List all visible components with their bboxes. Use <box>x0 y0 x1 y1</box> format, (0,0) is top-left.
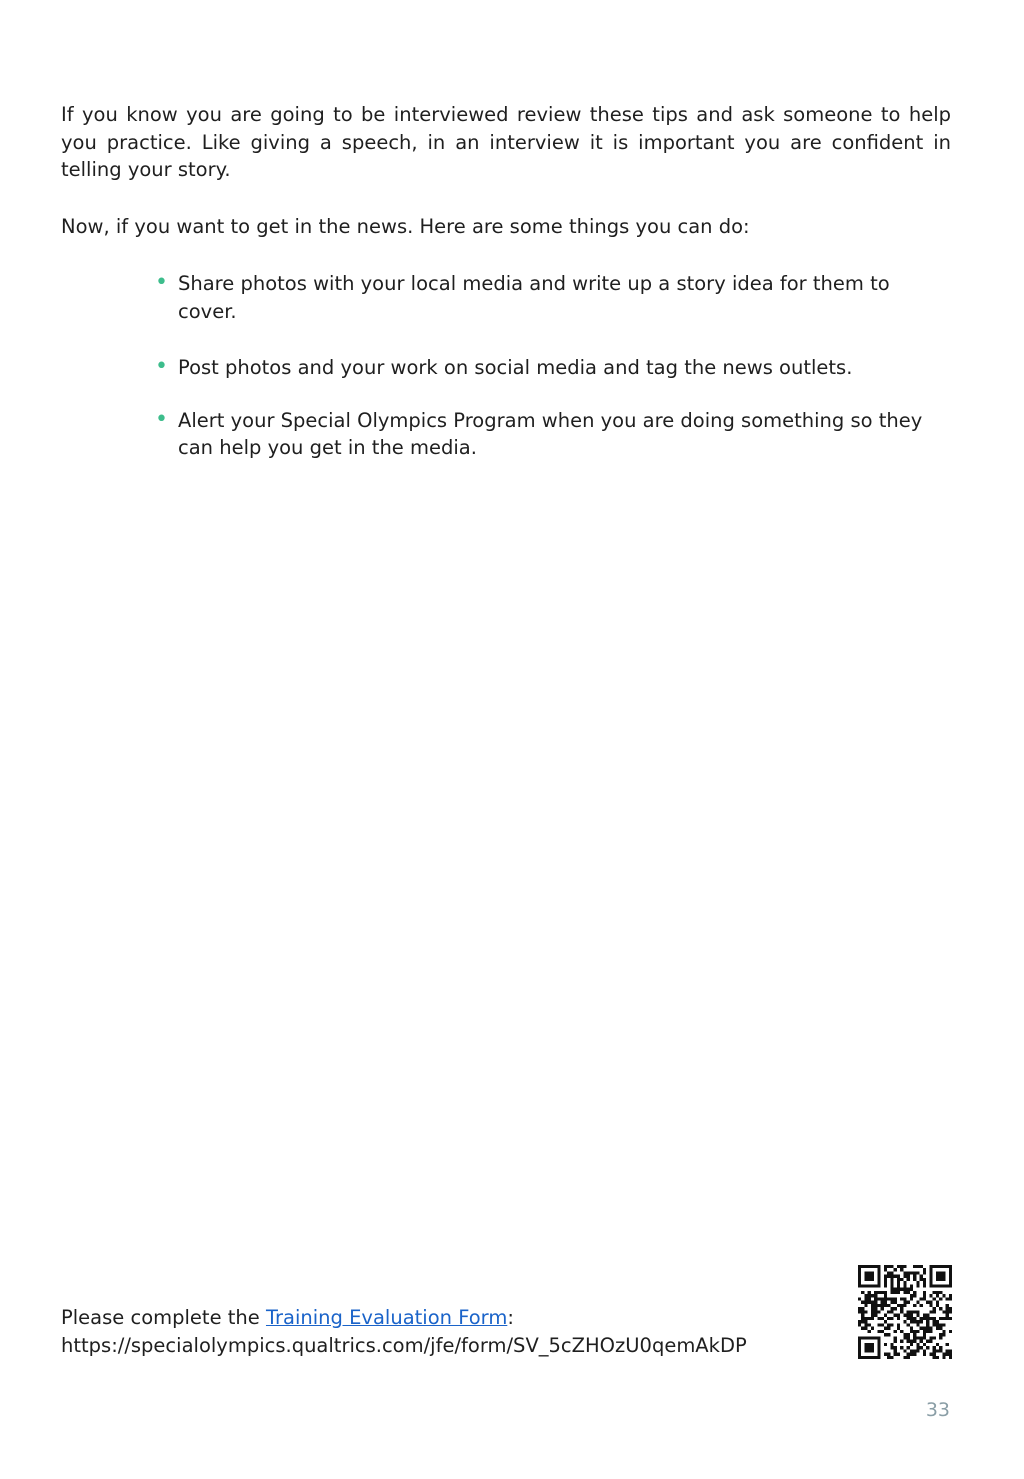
evaluation-form-footer <box>61 1304 841 1360</box>
page-number: 33 <box>925 1399 950 1421</box>
evaluation-prompt: Please complete the <box>61 1306 266 1329</box>
evaluation-url[interactable]: https://specialolympics.qualtrics.com/jfe/form/SV_5cZHOzU0qemAkDP <box>61 1334 747 1357</box>
bullet-icon: • <box>155 270 168 295</box>
bullet-icon: • <box>155 354 168 379</box>
evaluation-prompt-line <box>61 1304 841 1332</box>
bullet-icon: • <box>155 406 168 432</box>
list-item-text: Post photos and your work on social media and tag the news outlets. <box>178 356 853 379</box>
list-item <box>153 270 933 325</box>
link-suffix: : <box>507 1306 514 1329</box>
news-tips-list <box>153 270 933 491</box>
qr-code-icon <box>858 1265 952 1359</box>
list-item <box>153 407 933 462</box>
list-item <box>153 354 933 382</box>
list-item-text: Share photos with your local media and write up a story idea for them to cover. <box>178 272 890 323</box>
get-in-news-intro: Now, if you want to get in the news. Here are some things you can do: <box>61 215 750 238</box>
list-item-text: Alert your Special Olympics Program when you are doing something so they can help you get in the media. <box>178 408 923 459</box>
training-evaluation-link[interactable]: Training Evaluation Form <box>265 1306 508 1329</box>
interview-tips-paragraph: If you know you are going to be interviewed review these tips and ask someone to help you practice. Like giving a speech, in an interview it is important you are confident in telling your story. <box>61 103 951 181</box>
